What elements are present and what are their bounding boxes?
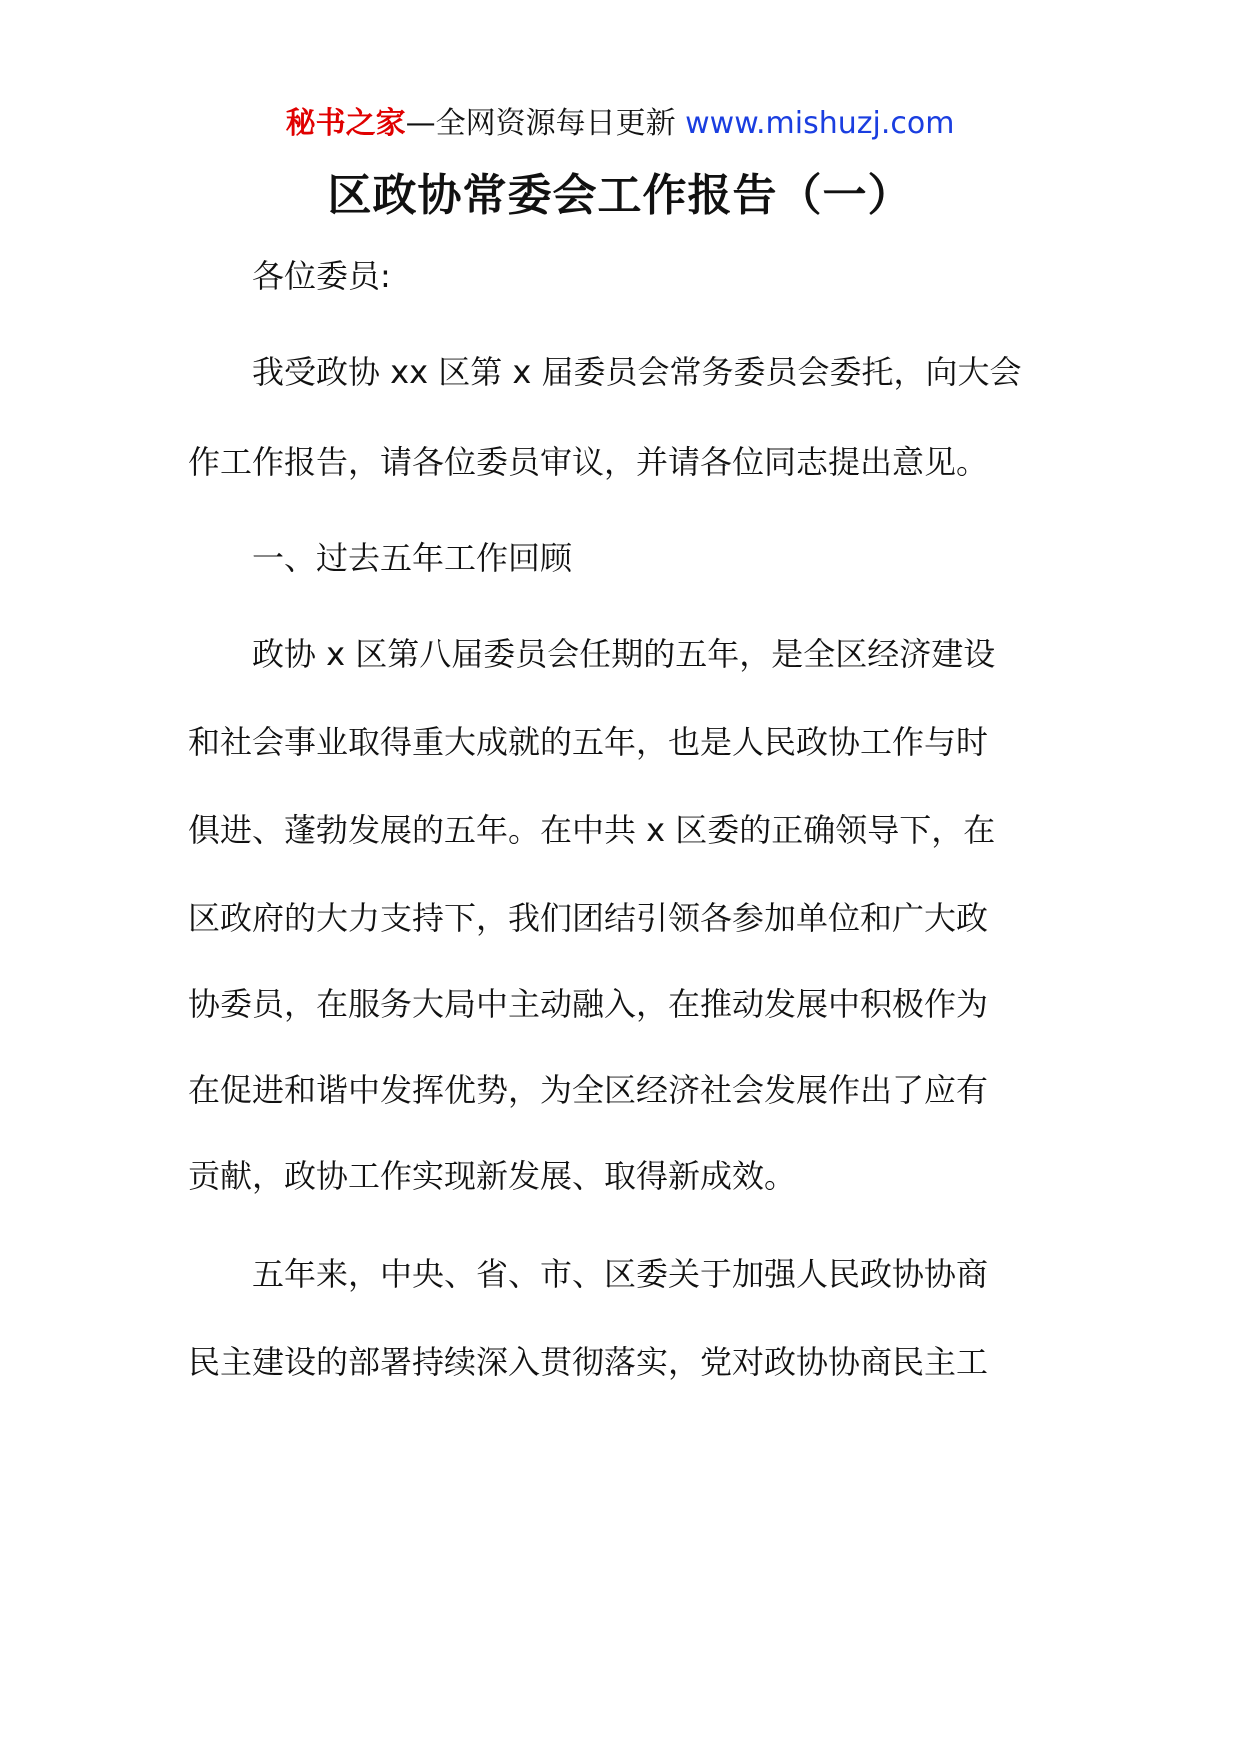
site-header bbox=[0, 104, 1240, 144]
section-heading: 一、过去五年工作回顾 bbox=[252, 539, 573, 577]
site-url-link[interactable]: www.mishuzj.com bbox=[685, 106, 955, 141]
salutation: 各位委员: bbox=[252, 257, 391, 295]
paragraph-line: 政协 x 区第八届委员会任期的五年，是全区经济建设 bbox=[252, 635, 996, 673]
paragraph-line: 贡献，政协工作实现新发展、取得新成效。 bbox=[188, 1157, 797, 1195]
site-slogan: —全网资源每日更新 bbox=[405, 106, 686, 141]
paragraph-line: 协委员，在服务大局中主动融入，在推动发展中积极作为 bbox=[188, 985, 989, 1023]
paragraph-line: 作工作报告，请各位委员审议，并请各位同志提出意见。 bbox=[188, 443, 989, 481]
paragraph-line: 和社会事业取得重大成就的五年，也是人民政协工作与时 bbox=[188, 723, 989, 761]
paragraph-line: 在促进和谐中发挥优势，为全区经济社会发展作出了应有 bbox=[188, 1071, 989, 1109]
paragraph-line: 我受政协 xx 区第 x 届委员会常务委员会委托，向大会 bbox=[252, 353, 1022, 391]
brand-name: 秘书之家 bbox=[285, 106, 406, 141]
paragraph-line: 俱进、蓬勃发展的五年。在中共 x 区委的正确领导下，在 bbox=[188, 811, 996, 849]
paragraph-line: 五年来，中央、省、市、区委关于加强人民政协协商 bbox=[252, 1255, 989, 1293]
document-title: 区政协常委会工作报告（一） bbox=[327, 170, 913, 221]
paragraph-line: 区政府的大力支持下，我们团结引领各参加单位和广大政 bbox=[188, 899, 989, 937]
paragraph-line: 民主建设的部署持续深入贯彻落实，党对政协协商民主工 bbox=[188, 1343, 989, 1381]
